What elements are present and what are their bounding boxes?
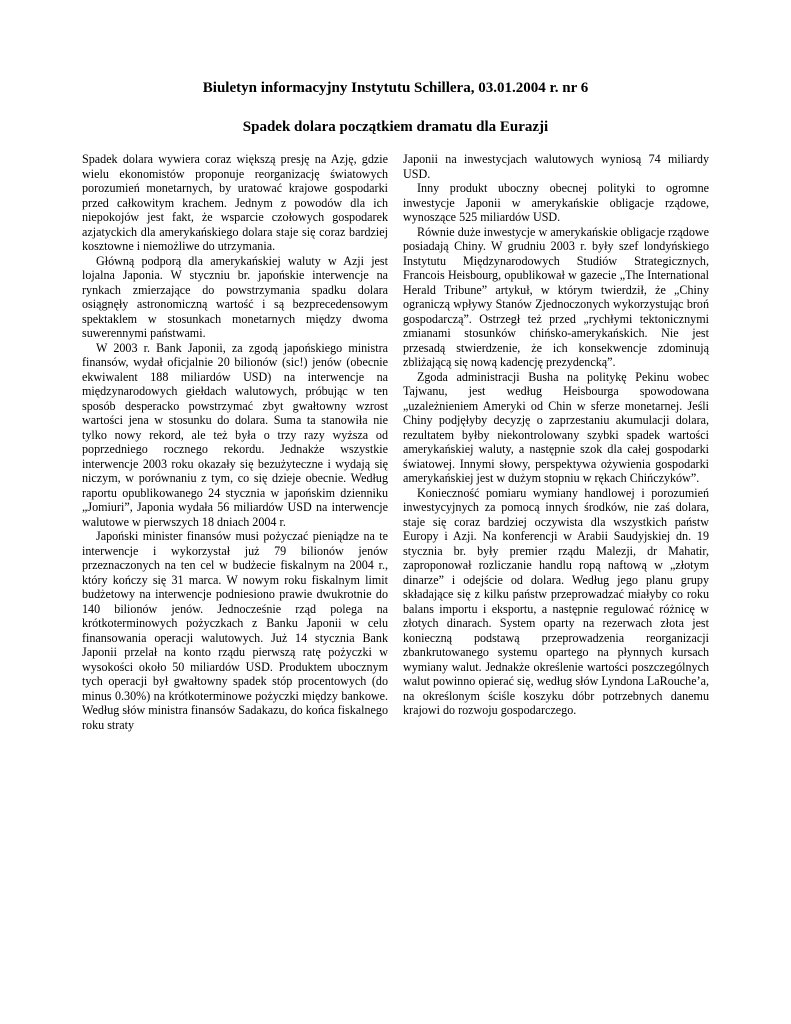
right-column xyxy=(403,152,709,718)
paragraph: Równie duże inwestycje w amerykańskie obligacje rządowe posiadają Chiny. W grudniu 2003 r. były szef londyńskiego Instytutu Międzynarodowych Studiów Strategicznych, Francois Heisbourg, opublikował w gazecie „The International Herald Tribune” artykuł, w którym twierdził, że „Chiny ograniczą wpływy Stanów Zjednoczonych wykorzystując broń gospodarczą”. Ostrzegł też przed „rychłymi tektonicznymi zmianami stosunków chińsko-amerykańskich. Nie jest przesadą stwierdzenie, że ich konsekwencje zdominują zbliżającą się nową kadencję prezydencką”. xyxy=(403,224,709,369)
article-title: Spadek dolara początkiem dramatu dla Eurazji xyxy=(242,119,549,135)
paragraph: Konieczność pomiaru wymiany handlowej i porozumień inwestycyjnych za pomocą innych środków, nie zaś dolara, staje się coraz bardziej oczywista dla wszystkich państw Europy i Azji. Na konferencji w Arabii Saudyjskiej dn. 19 stycznia br. były premier rządu Malezji, dr Mahatir, zaproponował rozliczanie handlu ropą naftową w „złotym dinarze” i odejście od dolara. Według jego planu grupy składające się z kilku państw przeprowadzać miałyby co roku balans importu i eksportu, a następnie regulować różnicę w złotych dinarach. System oparty na rezerwach złota jest konieczną podstawą przeprowadzenia reorganizacji zbankrutowanego systemu opartego na płynnych kursach wymiany walut. Jednakże określenie wartości poszczególnych walut powinno opierać się, według słów Lyndona LaRouche’a, na określonym ściśle koszyku dóbr potrzebnych danemu krajowi do rozwoju gospodarczego. xyxy=(403,485,709,717)
paragraph: Japonii na inwestycjach walutowych wyniosą 74 miliardy USD. xyxy=(403,152,709,181)
paragraph: Inny produkt uboczny obecnej polityki to ogromne inwestycje Japonii w amerykańskie obligacje rządowe, wynoszące 525 miliardów USD. xyxy=(403,181,709,224)
page-title: Biuletyn informacyjny Instytutu Schillera, 03.01.2004 r. nr 6 xyxy=(202,80,589,96)
paragraph: Spadek dolara wywiera coraz większą presję na Azję, gdzie wielu ekonomistów proponuje reorganizację światowych porozumień monetarnych, by uratować krajowe gospodarki przed całkowitym krachem. Jednym z powodów dla ich niepokojów jest fakt, że wsparcie czołowych gospodarek azjatyckich dla amerykańskiego dolara staje się coraz bardziej kosztowne i niemożliwe do utrzymania. xyxy=(82,152,388,253)
paragraph: Zgoda administracji Busha na politykę Pekinu wobec Tajwanu, jest według Heisbourga spowodowana „uzależnieniem Ameryki od Chin w sferze monetarnej. Jeśli Chiny podjęłyby decyzję o zaprzestaniu akumulacji dolara, rezultatem byłby niekontrolowany szybki spadek wartości amerykańskiej waluty, a następnie szok dla całej gospodarki światowej. Innymi słowy, perspektywa ożywienia gospodarki amerykańskiej jest w dużym stopniu w rękach Chińczyków”. xyxy=(403,369,709,485)
paragraph: W 2003 r. Bank Japonii, za zgodą japońskiego ministra finansów, wydał oficjalnie 20 bilionów (sic!) jenów (obecnie ekwiwalent 188 miliardów USD) na interwencje na międzynarodowych giełdach walutowych, próbując w ten sposób desperacko powstrzymać zbyt gwałtowny wzrost wartości jena w stosunku do dolara. Suma ta stanowiła nie tylko nowy rekord, ale też była o trzy razy wyższa od poprzedniego rocznego rekordu. Jednakże wszystkie interwencje 2003 roku okazały się bezużyteczne i wydają się niczym, w porównaniu z tym, co się dzieje obecnie. Według raportu opublikowanego 24 stycznia w japońskim dzienniku „Jomiuri”, Japonia wydała 56 miliardów USD na interwencje walutowe w pierwszych 18 dniach 2004 r. xyxy=(82,340,388,529)
paragraph: Główną podporą dla amerykańskiej waluty w Azji jest lojalna Japonia. W styczniu br. japońskie interwencje na rynkach zmierzające do powstrzymania spadku dolara osiągnęły astronomiczną wartość i są bezprecedensowym spektaklem w stosunkach monetarnych między dwoma suwerennymi państwami. xyxy=(82,253,388,340)
left-column xyxy=(82,152,388,732)
paragraph: Japoński minister finansów musi pożyczać pieniądze na te interwencje i wykorzystał już 79 bilionów jenów przeznaczonych na ten cel w budżecie fiskalnym na 2004 r., który kończy się 31 marca. W nowym roku fiskalnym limit budżetowy na interwencje podniesiono prawie dwukrotnie do 140 bilionów jenów. Jednocześnie rząd polega na krótkoterminowych pożyczkach z Banku Japonii w celu finansowania operacji walutowych. Już 14 stycznia Bank Japonii przelał na konto rządu pierwszą ratę pożyczki w wysokości około 50 miliardów USD. Produktem ubocznym tych operacji był gwałtowny spadek stóp procentowych (do minus 0.30%) na krótkoterminowe pożyczki między bankowe. Według słów ministra finansów Sadakazu, do końca fiskalnego roku straty xyxy=(82,529,389,732)
